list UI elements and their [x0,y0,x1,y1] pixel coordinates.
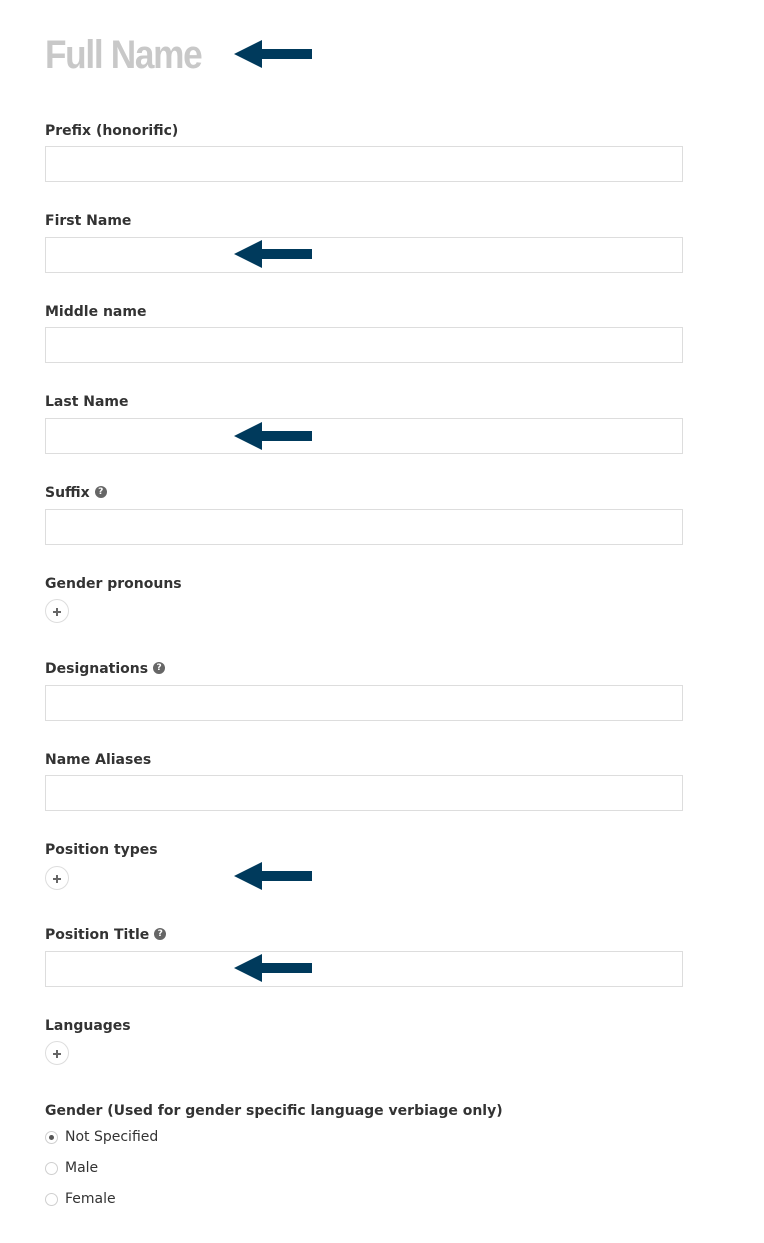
add-position-type-button[interactable] [45,866,69,890]
gender-option-label: Male [65,1160,99,1176]
gender-option-label: Female [65,1191,116,1207]
suffix-label: Suffix ? [45,484,107,502]
question-circle-icon[interactable]: ? [95,486,107,498]
gender-option-female[interactable] [45,1189,116,1209]
designations-label: Designations ? [45,660,165,678]
gender-option-label: Not Specified [65,1129,159,1145]
question-circle-icon[interactable]: ? [154,928,166,940]
arrow-left-icon [234,240,314,268]
languages-label: Languages [45,1018,131,1034]
gender-pronouns-label: Gender pronouns [45,576,182,592]
last-name-input[interactable] [45,418,683,454]
last-name-label: Last Name [45,394,129,410]
name-aliases-input[interactable] [45,775,683,811]
prefix-label: Prefix (honorific) [45,123,179,139]
middle-name-label: Middle name [45,304,147,320]
arrow-left-icon [234,422,314,450]
position-title-input[interactable] [45,951,683,987]
first-name-label: First Name [45,213,132,229]
radio-unchecked-icon[interactable] [45,1162,58,1175]
designations-input[interactable] [45,685,683,721]
suffix-input[interactable] [45,509,683,545]
arrow-left-icon [234,862,314,890]
radio-unchecked-icon[interactable] [45,1193,58,1206]
position-title-label: Position Title ? [45,926,166,944]
gender-label: Gender (Used for gender specific language verbiage only) [45,1103,503,1119]
position-types-label: Position types [45,842,158,858]
prefix-input[interactable] [45,146,683,182]
add-language-button[interactable] [45,1041,69,1065]
gender-option-male[interactable] [45,1158,98,1178]
arrow-left-icon [234,40,314,68]
question-circle-icon[interactable]: ? [153,662,165,674]
first-name-input[interactable] [45,237,683,273]
add-gender-pronoun-button[interactable] [45,599,69,623]
middle-name-input[interactable] [45,327,683,363]
gender-option-not-specified[interactable] [45,1127,158,1147]
arrow-left-icon [234,954,314,982]
name-aliases-label: Name Aliases [45,752,152,768]
radio-checked-icon[interactable] [45,1131,58,1144]
page-title: Full Name [45,33,202,77]
